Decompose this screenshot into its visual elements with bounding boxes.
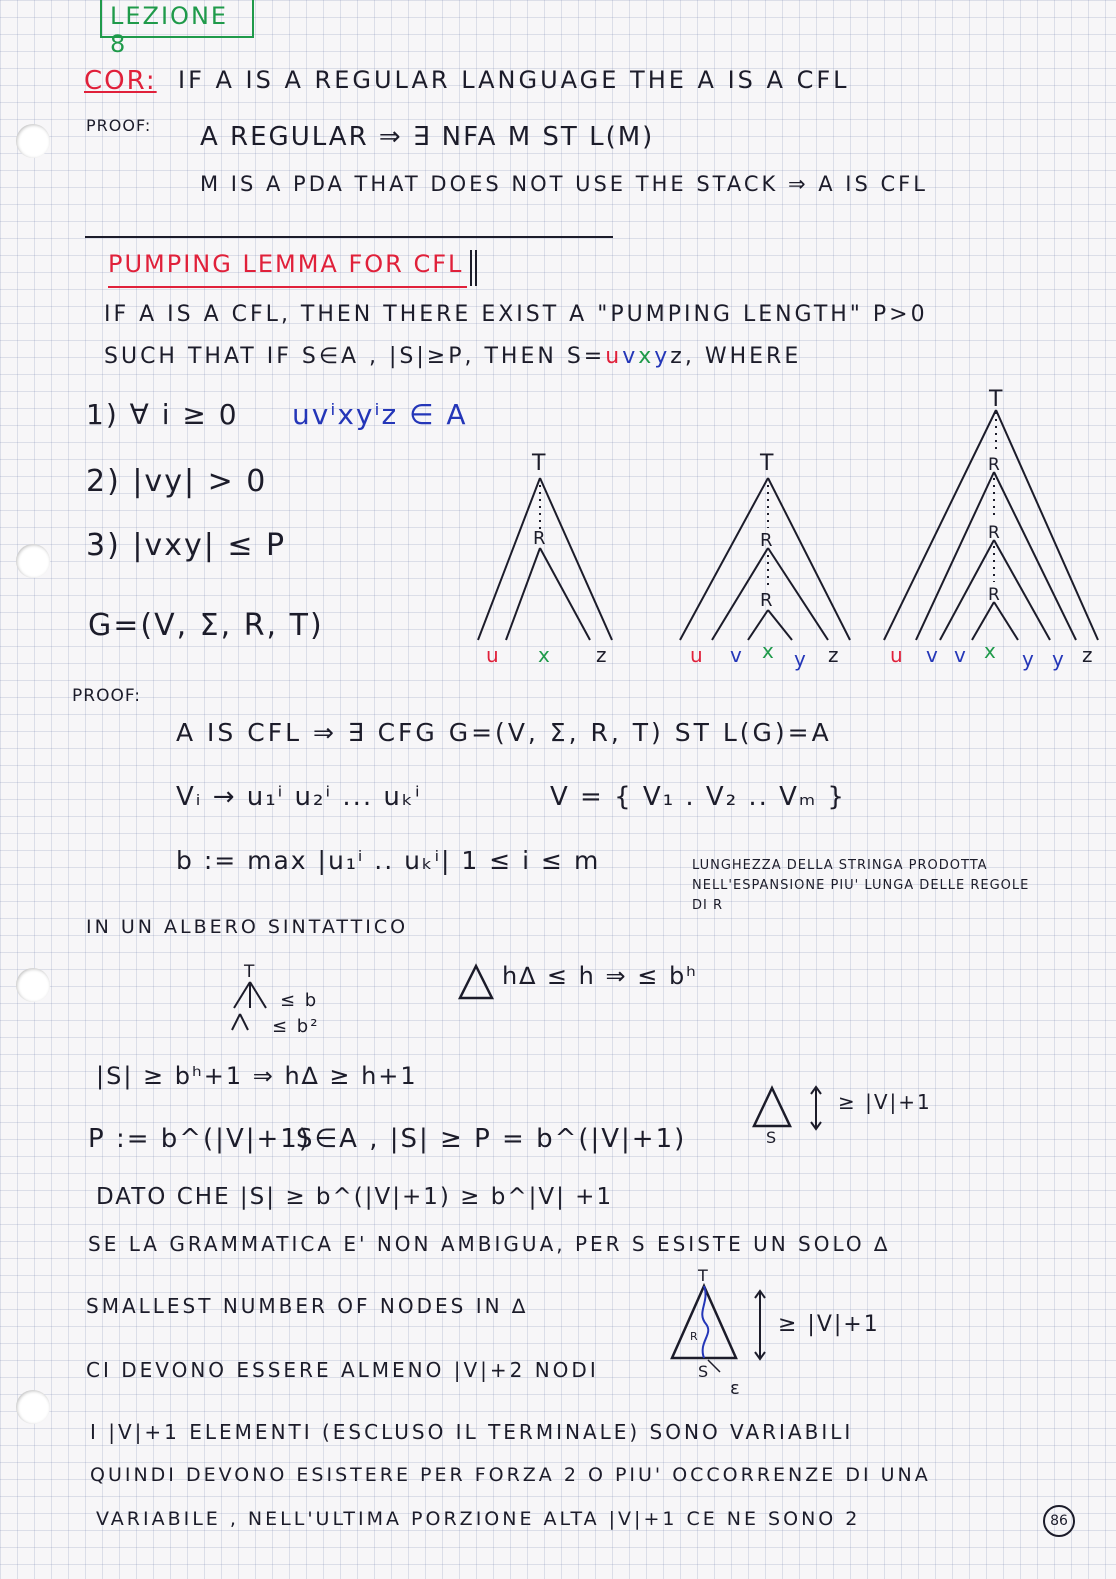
condition-2: 2) |vy| > 0: [86, 464, 268, 499]
tree1-root: T: [532, 451, 546, 476]
page-number: 86: [1043, 1505, 1075, 1537]
grammar-definition: G=(V, Σ, R, T): [88, 608, 324, 643]
tree2-leaf-u: u: [690, 643, 703, 667]
tree-heading: IN UN ALBERO SINTATTICO: [86, 916, 409, 938]
proof-note2: NELL'ESPANSIONE PIU' LUNGA DELLE REGOLE: [692, 878, 1030, 893]
tree3-leaf-y1: y: [1022, 647, 1034, 671]
proof-line5b: S∈A , |S| ≥ P = b^(|V|+1): [296, 1124, 687, 1154]
parse-tree-1: [478, 478, 612, 640]
tree3-node-r-2: R: [988, 523, 1000, 543]
proof-line9: CI DEVONO ESSERE ALMENO |V|+2 NODI: [86, 1358, 599, 1382]
binder-hole: [16, 968, 50, 1002]
condition-3: 3) |vxy| ≤ P: [86, 528, 287, 563]
derivation-triangle-diagram: [668, 1272, 788, 1382]
proof-line10: I |V|+1 ELEMENTI (ESCLUSO IL TERMINALE) SONO VARIABILI: [90, 1420, 854, 1444]
proof-note3: DI R: [692, 898, 724, 913]
tree3-leaf-x: x: [984, 639, 996, 663]
condition-1-prefix: 1) ∀ i ≥ 0: [86, 398, 239, 431]
proof-line4: |S| ≥ bʰ+1 ⇒ h∆ ≥ h+1: [96, 1062, 418, 1090]
tree3-leaf-v2: v: [954, 643, 966, 667]
proof-line1: A IS CFL ⇒ ∃ CFG G=(V, Σ, R, T) ST L(G)=A: [176, 718, 832, 747]
binder-hole: [16, 1390, 50, 1424]
string-triangle-s: S: [766, 1128, 779, 1147]
tree1-leaf-u: u: [486, 643, 499, 667]
derivation-epsilon: ε: [730, 1378, 742, 1399]
height-triangle-icon: [456, 962, 496, 1002]
s-z: z: [670, 344, 685, 369]
lemma-line2-suffix: , WHERE: [684, 344, 802, 369]
corollary-proof-line1: A REGULAR ⇒ ∃ NFA M ST L(M): [200, 122, 655, 152]
pumping-lemma-title: PUMPING LEMMA FOR CFL: [108, 250, 467, 288]
tree1-leaf-x: x: [538, 643, 550, 667]
derivation-s: S: [698, 1362, 711, 1381]
corollary-proof-label: PROOF:: [86, 116, 152, 135]
lesson-title: LEZIONE 8: [110, 2, 229, 58]
proof-line11: QUINDI DEVONO ESISTERE PER FORZA 2 O PIU' OCCORRENZE DI UNA: [90, 1464, 931, 1486]
corollary-label: COR:: [84, 66, 157, 96]
tree3-leaf-u: u: [890, 643, 903, 667]
proof-line2a: Vᵢ → u₁ⁱ u₂ⁱ ... uₖⁱ: [176, 782, 422, 812]
proof-line8: SMALLEST NUMBER OF NODES IN ∆: [86, 1294, 529, 1318]
parse-tree-2: [680, 478, 850, 640]
tree1-node-r: R: [533, 528, 546, 549]
tree2-leaf-x: x: [762, 639, 774, 663]
derivation-node-r: R: [690, 1330, 699, 1343]
tree3-node-r-1: R: [988, 455, 1000, 475]
tree1-leaf-z: z: [596, 643, 607, 667]
corollary-statement: IF A IS A REGULAR LANGUAGE THE A IS A CFL: [178, 66, 850, 94]
proof-line6: DATO CHE |S| ≥ b^(|V|+1) ≥ b^|V| +1: [96, 1184, 614, 1210]
lemma-line2-prefix: SUCH THAT IF S∈A , |S|≥P, THEN S=: [104, 344, 606, 369]
mini-tree-root: T: [244, 962, 257, 982]
tree2-leaf-v: v: [730, 643, 742, 667]
tree2-leaf-z: z: [828, 643, 839, 667]
proof-label: PROOF:: [72, 686, 142, 706]
tree3-leaf-y2: y: [1052, 647, 1064, 671]
tree3-node-r-3: R: [988, 585, 1000, 605]
tree3-root: T: [989, 387, 1003, 412]
proof-line12: VARIABILE , NELL'ULTIMA PORZIONE ALTA |V|+1 CE NE SONO 2: [96, 1508, 861, 1530]
lemma-line1: IF A IS A CFL, THEN THERE EXIST A "PUMPING LENGTH" P>0: [104, 302, 928, 327]
proof-line5a: P := b^(|V|+1): [88, 1124, 311, 1154]
mini-tree-le-b2: ≤ b²: [272, 1016, 320, 1037]
corollary-proof-line2: M IS A PDA THAT DOES NOT USE THE STACK ⇒ A IS CFL: [200, 172, 928, 196]
tree2-leaf-y: y: [794, 647, 806, 671]
tree3-leaf-v1: v: [926, 643, 938, 667]
string-triangle-label: ≥ |V|+1: [838, 1090, 932, 1114]
string-triangle-diagram: [752, 1084, 822, 1144]
s-x: x: [638, 344, 655, 369]
height-rule: h∆ ≤ h ⇒ ≤ bʰ: [502, 962, 698, 990]
proof-line7: SE LA GRAMMATICA E' NON AMBIGUA, PER S ESISTE UN SOLO ∆: [88, 1232, 891, 1256]
mini-tree-le-b: ≤ b: [280, 990, 319, 1011]
proof-line3: b := max |u₁ⁱ .. uₖⁱ| 1 ≤ i ≤ m: [176, 846, 601, 875]
proof-note1: LUNGHEZZA DELLA STRINGA PRODOTTA: [692, 858, 988, 873]
s-u: u: [605, 344, 623, 369]
s-y: y: [654, 344, 671, 369]
tree2-node-r-upper: R: [760, 530, 773, 551]
s-v: v: [622, 344, 639, 369]
proof-line2b: V = { V₁ . V₂ .. Vₘ }: [550, 782, 846, 812]
condition-1-formula: uvⁱxyⁱz ∈ A: [292, 398, 468, 431]
tree2-node-r-lower: R: [760, 590, 773, 611]
parse-tree-diagrams: [0, 0, 1116, 700]
derivation-height-label: ≥ |V|+1: [778, 1312, 880, 1337]
tree2-root: T: [760, 451, 774, 476]
tree3-leaf-z: z: [1082, 643, 1093, 667]
derivation-root: T: [698, 1266, 710, 1285]
